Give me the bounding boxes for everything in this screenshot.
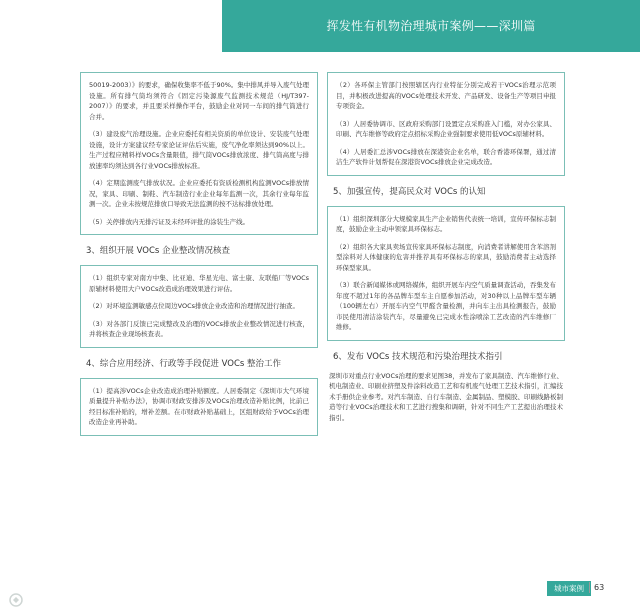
body-paragraph: 深圳市对重点行业VOCs治理的要求见图38，并发布了家具制造、汽车维修行业、机电制造业、印刷业挤塑及件涂料改造工艺和有机废气处理工艺技术指引，汇编技术手册供企业参考。对汽车制造、自行车制造、金属制品、塑模胶、印刷线路板制造等行业VOCs治理技术和工艺进行搜集和调研，针对不同生产工艺提出治理技术指引。 — [329, 371, 563, 422]
paragraph: （2）组织各大家具卖场宣传家具环保标志制度，向消费者讲解使用含苯溶剂型涂料对人体健康的危害并推荐具有环保标志的家具，鼓励消费者主动选择环保型家具。 — [336, 242, 556, 272]
section-heading-4: 4、综合应用经济、行政等手段促进 VOCs 整治工作 — [86, 358, 282, 369]
paragraph: 50019-2003）》的要求，确保收集率不低于90%。集中排风并导入废气处理设施。所有排气筒均须符合《固定污染源废气监测技术规范（HJ/T397-2007）》的要求，并且要采样操作平台，鼓励企业对同一车间的排气筒进行合并。 — [89, 81, 309, 121]
paragraph: （1）组织深圳部分大规模家具生产企业销售代表统一培训，宣传环保标志制度，鼓励企业主动申领家具环保标志。 — [336, 214, 556, 233]
paragraph: （3）联合新闻媒体或网络媒体，组织开展车内空气质量调查活动，吞集发布年度不超过1年的各品牌车型车主自愿参加活动，对30种以上品牌车型车辆（100辆左右）开展车内空气甲醛含量检测，并向车主出具检测报告，鼓励市民使用清洁涂装汽车，尽量避免已完成水性涂喷涂工艺改造的汽车维修厂维修。 — [336, 281, 556, 331]
page-number: 63 — [594, 583, 605, 592]
section-heading-5: 5、加强宣传，提高民众对 VOCs 的认知 — [333, 186, 486, 197]
page-number-divider — [589, 582, 590, 593]
section-heading-6: 6、发布 VOCs 技术规范和污染治理技术指引 — [333, 351, 503, 362]
paragraph: （4）人居委汇总涉VOCs排放在深港资企业名单，联合香港环保署，通过清洁生产软件计划帮促在深港资VOCs排放企业完成改造。 — [336, 147, 556, 166]
paragraph: （3）建设废气治理设施。企业应委托有相关资质的单位设计、安装废气处理设施，设计方案建议经专家论证评估后实施，废气净化率须达到90%以上。生产过程应精料样VOCs含量限值，排气筒VOCs排放浓度、排气筒高度与排放速率均须达到各行业VOCs排放标准。 — [89, 130, 309, 170]
paragraph: （1）提高涉VOCs企业改造成治理补贴额度。人居委制定《深圳市大气环境质量提升补贴办法》，协调市财政安排涉及VOCs治理改造补贴比例，比前已经目标准补贴的，增补差额。在市财政补贴基础上，区组财政给予VOCs治理改造企业再补助。 — [89, 386, 309, 426]
right-box-1 — [327, 72, 565, 176]
left-box-2 — [80, 265, 318, 348]
paragraph: （2）各环保主管部门按照辖区内行业特征分别完成若干VOCs治理示范项目，并积极改进提高的VOCs处理技术开发、产品研发、设备生产等项目申报专项资金。 — [336, 81, 556, 110]
paragraph: （1）组织专家对南方中集、比亚迪、华星光电、富士康、友联船厂等VOCs原辅材料使用大户VOCs改造成治理效果进行评估。 — [89, 274, 309, 293]
header-bar — [222, 0, 640, 52]
paragraph: （3）人居委协调市、区政府采购部门设置定点采购准入门槛，对办公家具、印刷、汽车维修等政府定点招标采购企业强制要求使用低VOCs原辅材料。 — [336, 119, 556, 138]
paragraph: （4）定期监测废气排放状况。企业应委托有资质检测机构监测VOCs排放情况，家具、印刷、制鞋、汽车制造行业企业每年监测一次，其余行业每年监测一次。企业未按规范排放口导致无法监测的按不达标排放处理。 — [89, 179, 309, 208]
right-box-2 — [327, 206, 565, 341]
paragraph: （3）对各部门反馈已完成整改及治理的VOCs排放企业整改情况进行核查，并将核查企业现场核查表。 — [89, 319, 309, 338]
watermark-logo — [8, 590, 128, 610]
right-column — [327, 72, 565, 423]
left-box-1 — [80, 72, 318, 235]
left-column — [80, 72, 318, 446]
paragraph: （2）对环境监测敏感点位周边VOCs排放企业改造和治理情况进行抽查。 — [89, 302, 300, 310]
left-box-3 — [80, 378, 318, 436]
section-heading-3: 3、组织开展 VOCs 企业整改情况核查 — [86, 246, 231, 256]
section-tag: 城市案例 — [547, 581, 591, 596]
header-title: 挥发性有机物治理城市案例——深圳篇 — [326, 19, 536, 33]
watermark-icon — [8, 590, 128, 610]
paragraph: （5）关停排放内无排污证及未经环评批的涂装生产线。 — [89, 217, 250, 226]
